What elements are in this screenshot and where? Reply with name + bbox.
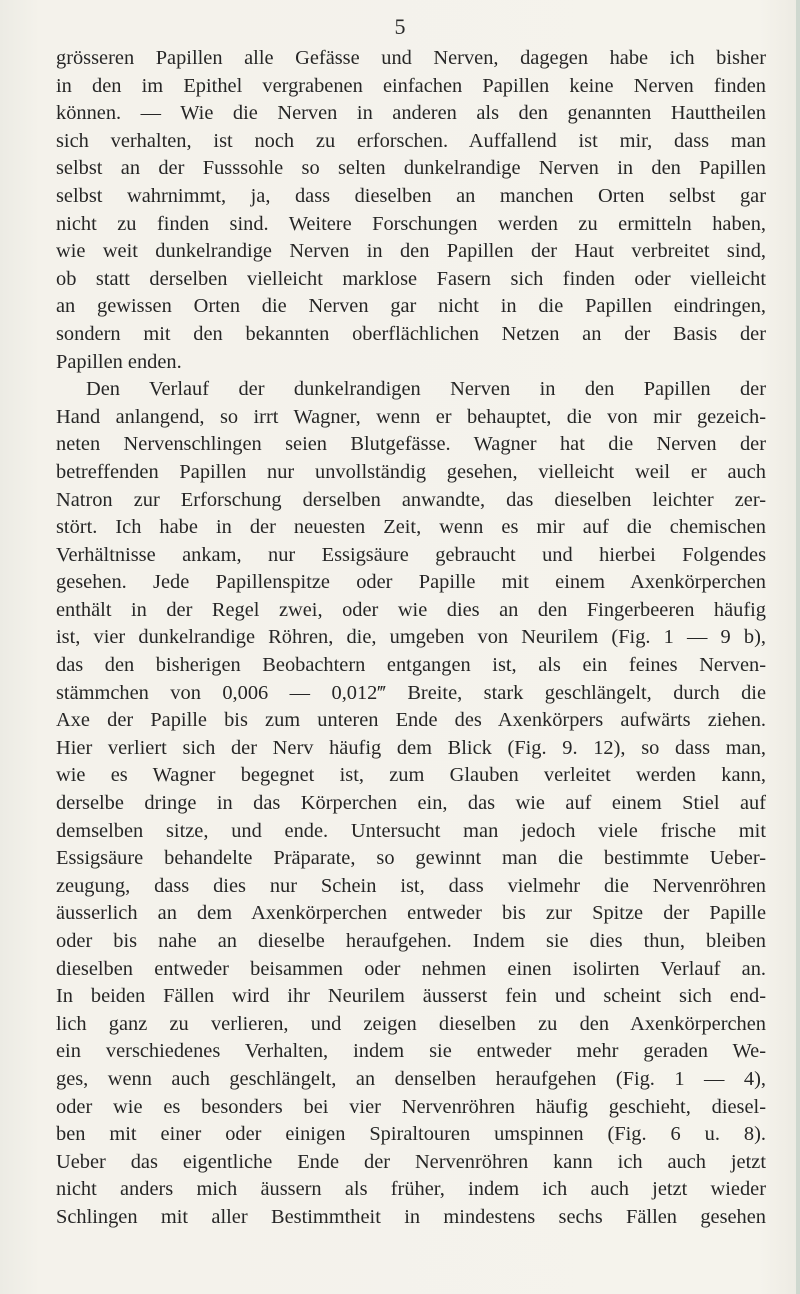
text-line: betreffenden Papillen nur unvollständig gesehen, vielleicht weil er auch xyxy=(56,460,766,483)
text-line: nicht zu finden sind. Weitere Forschungen werden zu ermitteln haben, xyxy=(56,212,766,235)
text-line: das den bisherigen Beobachtern entgangen ist, als ein feines Nerven- xyxy=(56,654,766,677)
text-line: demselben sitze, und ende. Untersucht man jedoch viele frische mit xyxy=(56,819,766,842)
text-line: Den Verlauf der dunkelrandigen Nerven in den Papillen der xyxy=(86,378,766,401)
text-line: Schlingen mit aller Bestimmtheit in mindestens sechs Fällen gesehen xyxy=(56,1205,766,1228)
text-line: enthält in der Regel zwei, oder wie dies an den Fingerbeeren häufig xyxy=(56,598,766,621)
text-line: ben mit einer oder einigen Spiraltouren umspinnen (Fig. 6 u. 8). xyxy=(56,1123,766,1146)
text-line: äusserlich an dem Axenkörperchen entweder bis zur Spitze der Papille xyxy=(56,902,766,925)
text-line: selbst wahrnimmt, ja, dass dieselben an manchen Orten selbst gar xyxy=(56,184,766,207)
text-line: zeugung, dass dies nur Schein ist, dass vielmehr die Nervenröhren xyxy=(56,874,766,897)
text-line: In beiden Fällen wird ihr Neurilem äusserst fein und scheint sich end- xyxy=(56,985,766,1008)
text-line: ist, vier dunkelrandige Röhren, die, umgeben von Neurilem (Fig. 1 — 9 b), xyxy=(56,626,766,649)
text-line: ges, wenn auch geschlängelt, an denselben heraufgehen (Fig. 1 — 4), xyxy=(56,1067,766,1090)
text-line: dieselben entweder beisammen oder nehmen einen isolirten Verlauf an. xyxy=(56,957,766,980)
text-line: ein verschiedenes Verhalten, indem sie entweder mehr geraden We- xyxy=(56,1040,766,1063)
text-line: lich ganz zu verlieren, und zeigen dieselben zu den Axenkörperchen xyxy=(56,1012,766,1035)
text-line: oder bis nahe an dieselbe heraufgehen. Indem sie dies thun, bleiben xyxy=(56,930,766,952)
text-line: gesehen. Jede Papillenspitze oder Papille mit einem Axenkörperchen xyxy=(56,571,766,594)
text-line: an gewissen Orten die Nerven gar nicht in die Papillen eindringen, xyxy=(56,295,766,318)
page-number: 5 xyxy=(394,14,406,39)
text-line: sich verhalten, ist noch zu erforschen. Auffallend ist mir, dass man xyxy=(56,129,766,152)
text-line: Papillen enden. xyxy=(56,350,182,373)
text-line: ob statt derselben vielleicht marklose Fasern sich finden oder vielleicht xyxy=(56,267,766,290)
text-line: oder wie es besonders bei vier Nervenröhren häufig geschieht, diesel- xyxy=(56,1095,766,1118)
text-line: stämmchen von 0,006 — 0,012‴ Breite, stark geschlängelt, durch die xyxy=(56,681,766,704)
body-text xyxy=(56,45,766,1232)
text-line: wie weit dunkelrandige Nerven in den Papillen der Haut verbreitet sind, xyxy=(56,240,766,263)
text-line: nicht anders mich äussern als früher, indem ich auch jetzt wieder xyxy=(56,1178,766,1201)
text-line: Hand anlangend, so irrt Wagner, wenn er behauptet, die von mir gezeich- xyxy=(56,405,766,428)
text-line: grösseren Papillen alle Gefässe und Nerven, dagegen habe ich bisher xyxy=(56,47,766,69)
text-line: wie es Wagner begegnet ist, zum Glauben verleitet werden kann, xyxy=(56,764,766,787)
text-line: selbst an der Fusssohle so selten dunkelrandige Nerven in den Papillen xyxy=(56,157,766,180)
text-line: können. — Wie die Nerven in anderen als den genannten Hauttheilen xyxy=(56,102,766,125)
text-line: Natron zur Erforschung derselben anwandte, das dieselben leichter zer- xyxy=(56,488,766,511)
text-line: Verhältnisse ankam, nur Essigsäure gebraucht und hierbei Folgendes xyxy=(56,543,766,566)
text-line: Axe der Papille bis zum unteren Ende des Axenkörpers aufwärts ziehen. xyxy=(56,709,766,732)
text-line: neten Nervenschlingen seien Blutgefässe. Wagner hat die Nerven der xyxy=(56,433,766,456)
text-line: Hier verliert sich der Nerv häufig dem Blick (Fig. 9. 12), so dass man, xyxy=(56,736,766,759)
text-line: stört. Ich habe in der neuesten Zeit, wenn es mir auf die chemischen xyxy=(56,516,766,539)
text-line: sondern mit den bekannten oberflächlichen Netzen an der Basis der xyxy=(56,322,766,345)
page-edge xyxy=(796,0,800,1294)
text-line: derselbe dringe in das Körperchen ein, das wie auf einem Stiel auf xyxy=(56,792,766,815)
text-line: in den im Epithel vergrabenen einfachen Papillen keine Nerven finden xyxy=(56,74,766,97)
text-line: Ueber das eigentliche Ende der Nervenröhren kann ich auch jetzt xyxy=(56,1150,766,1173)
text-line: Essigsäure behandelte Präparate, so gewinnt man die bestimmte Ueber- xyxy=(56,847,766,870)
